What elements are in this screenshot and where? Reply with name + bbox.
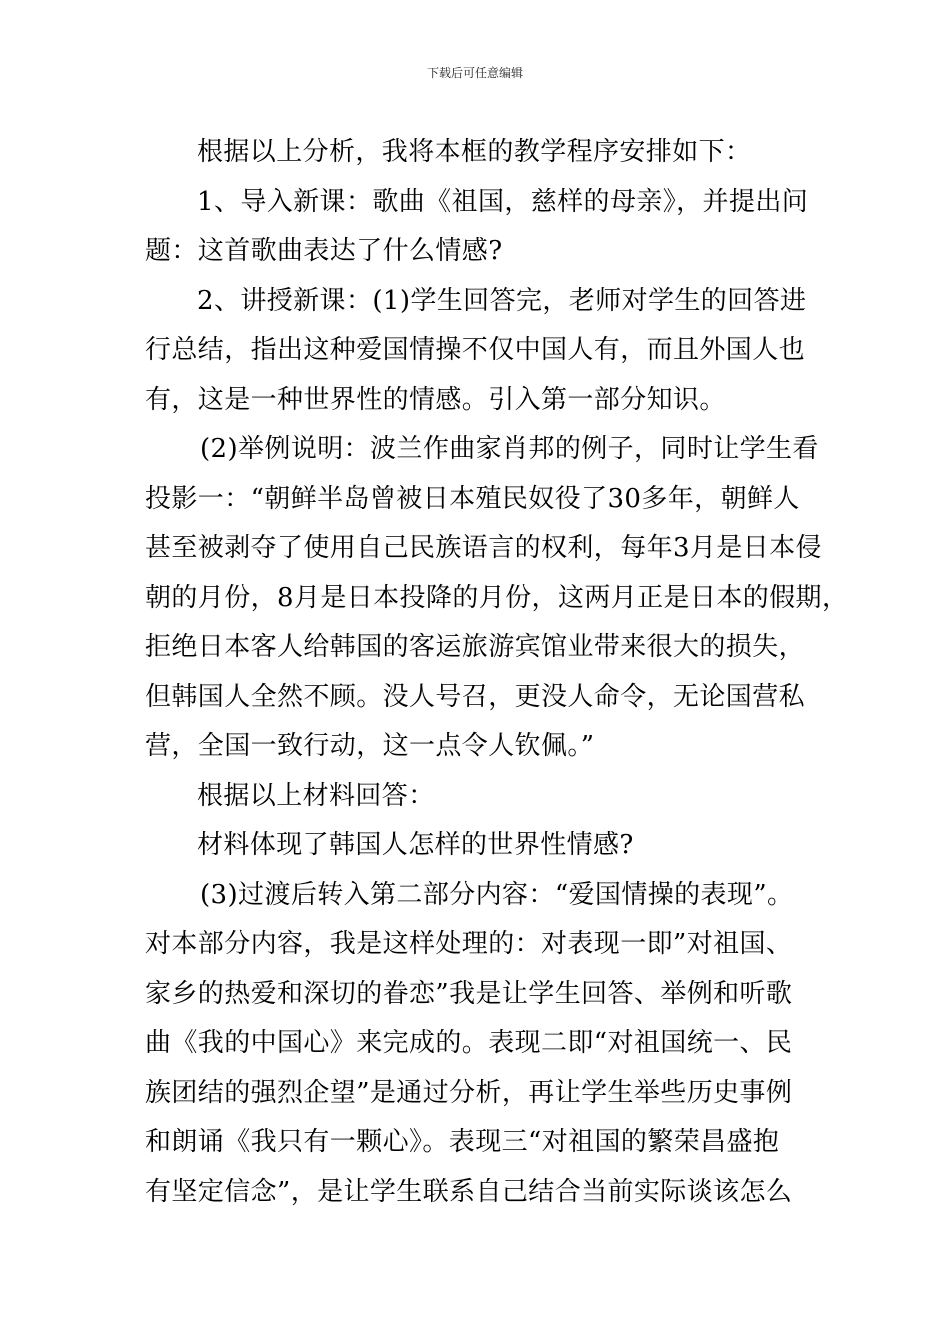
paragraph-line: 根据以上材料回答： <box>197 780 435 811</box>
paragraph-line: 营，全国一致行动，这一点令人钦佩。” <box>145 731 595 761</box>
document-body <box>145 128 849 1217</box>
paragraph-line: 1、导入新课：歌曲《祖国，慈样的母亲》，并提出问 <box>197 186 809 217</box>
paragraph-line: 朝的月份，8月是日本投降的月份，这两月正是日本的假期， <box>145 582 849 613</box>
paragraph-line: 甚至被剥夺了使用自己民族语言的权利，每年3月是日本侵 <box>145 533 822 563</box>
paragraph-line: 根据以上分析，我将本框的教学程序安排如下： <box>197 137 752 167</box>
paragraph-line: 对本部分内容，我是这样处理的：对表现一即”对祖国、 <box>145 929 793 959</box>
paragraph-line: 曲《我的中国心》来完成的。表现二即“对祖国统一、民 <box>145 1028 793 1058</box>
paragraph-line: 族团结的强烈企望”是通过分析，再让学生举些历史事例 <box>145 1077 793 1108</box>
paragraph-line: 行总结，指出这种爱国情操不仅中国人有，而且外国人也 <box>145 335 806 365</box>
paragraph-line: 2、讲授新课：(1)学生回答完，老师对学生的回答进 <box>197 285 807 316</box>
paragraph-line: 但韩国人全然不顾。没人号召，更没人命令，无论国营私 <box>145 681 806 712</box>
paragraph-line: 题：这首歌曲表达了什么情感? <box>145 236 503 266</box>
paragraph-line: 和朗诵《我只有一颗心》。表现三“对祖国的繁荣昌盛抱 <box>145 1127 780 1157</box>
paragraph-line: 拒绝日本客人给韩国的客运旅游宾馆业带来很大的损失， <box>145 632 806 662</box>
page-header: 下载后可任意编辑 <box>426 66 523 80</box>
paragraph-line: 材料体现了韩国人怎样的世界性情感? <box>197 830 634 860</box>
paragraph-line: (2)举例说明：波兰作曲家肖邦的例子，同时让学生看 <box>200 434 819 464</box>
paragraph-line: 投影一：“朝鲜半岛曾被日本殖民奴役了30多年，朝鲜人 <box>145 483 800 514</box>
paragraph-line: 有坚定信念”，是让学生联系自己结合当前实际谈该怎么 <box>145 1176 793 1207</box>
paragraph-line: 有，这是一种世界性的情感。引入第一部分知识。 <box>145 384 726 415</box>
paragraph-line: 家乡的热爱和深切的眷恋”我是让学生回答、举例和听歌 <box>145 978 793 1009</box>
paragraph-line: (3)过渡后转入第二部分内容：“爱国情操的表现”。 <box>200 879 794 910</box>
